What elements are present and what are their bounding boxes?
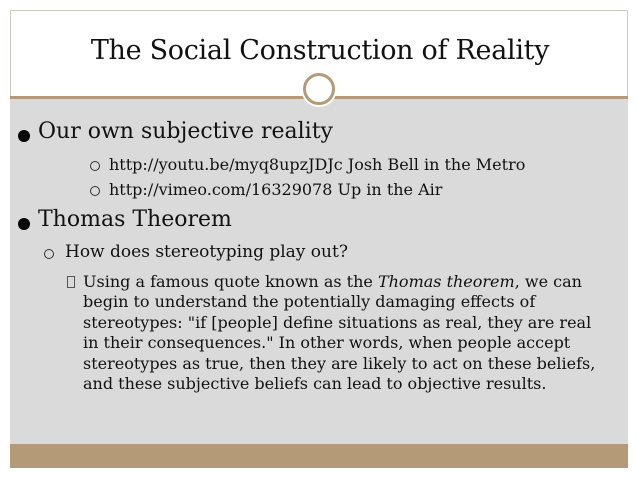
filled-bullet-icon <box>18 218 30 230</box>
bullet-heading: Thomas Theorem <box>38 207 232 232</box>
ring-bullet-icon <box>44 249 54 259</box>
slide <box>10 10 628 468</box>
sub-bullet: How does stereotyping play out? <box>65 242 348 262</box>
bullet-heading: Our own subjective reality <box>38 119 333 144</box>
ring-bullet-icon <box>90 186 100 196</box>
ring-bullet-icon <box>90 161 100 171</box>
paragraph <box>83 272 608 394</box>
ring-ornament-icon <box>303 73 335 105</box>
paragraph-text: Using a famous quote known as the <box>83 272 378 291</box>
square-bullet-icon <box>67 276 75 288</box>
slide-title: The Social Construction of Reality <box>90 35 550 66</box>
paragraph-text: , we can begin to understand the potentially damaging effects of stereotypes: "if [people] define situations as real, they are real in their consequences." In other words, when people accept stereotypes as true, then they are likely to act on these beliefs, and these subjective beliefs can lead to objective results. <box>83 272 596 394</box>
video-link[interactable]: http://vimeo.com/16329078 Up in the Air <box>109 180 443 199</box>
footer-bar <box>10 444 628 468</box>
filled-bullet-icon <box>18 130 30 142</box>
video-link[interactable]: http://youtu.be/myq8upzJDJc Josh Bell in the Metro <box>109 155 526 174</box>
emphasis-term: Thomas theorem <box>377 272 515 291</box>
